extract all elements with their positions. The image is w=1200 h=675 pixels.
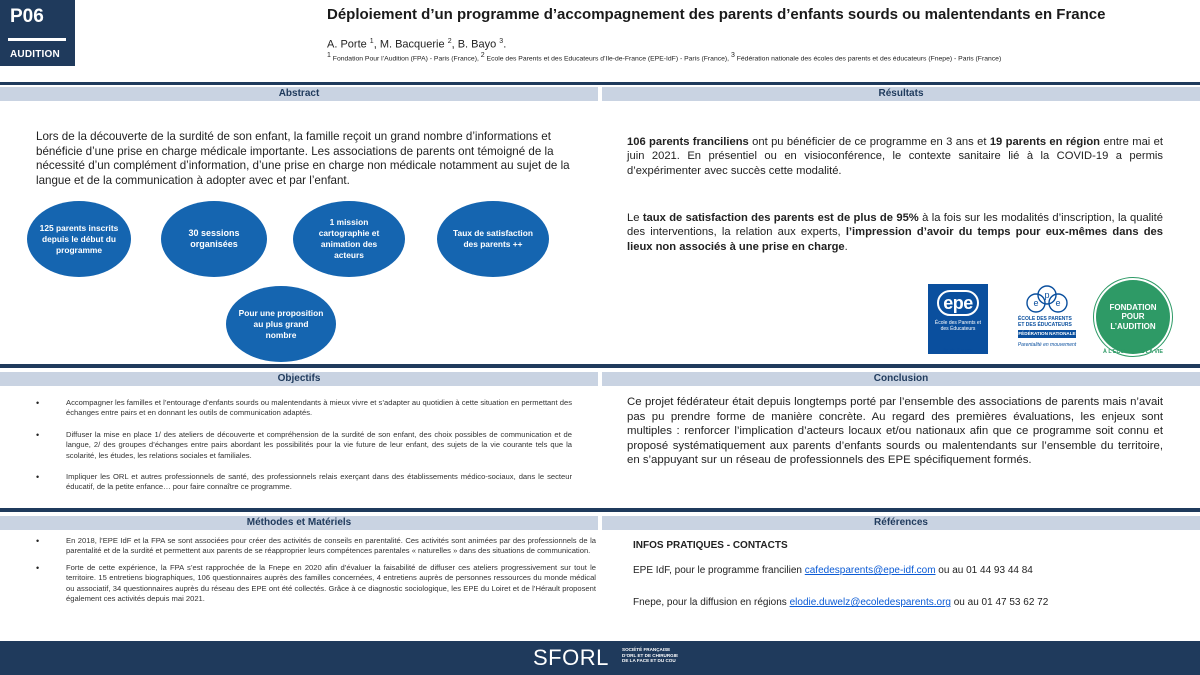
contact-epe-idf: EPE IdF, pour le programme francilien cafedesparents@epe-idf.com ou au 01 44 93 44 84 [633,565,1033,576]
fpa-tagline: À L’ÉCOUTE DE LA VIE [1102,349,1163,355]
list-item: • Accompagner les familles et l’entourage d’enfants sourds ou malentendants à mieux vivre et s’adapter au quotidien à cette situation en permettant des échanges entre pairs et en donnant les outils de communication adaptés. [36,398,572,418]
svg-text:e: e [1033,298,1039,308]
list-item: • Impliquer les ORL et autres professionnels de santé, des professionnels relais exerçant dans des établissements médico-sociaux, dans le secteur éducatif, de la petite enfance… pour faire connaître ce programme. [36,472,572,492]
poster-badge [0,0,75,66]
bubble-parents-inscrits: 125 parents inscrits depuis le début du programme [27,201,131,277]
section-separator [0,508,1200,512]
bubble-proposition: Pour une proposition au plus grand nombre [226,286,336,362]
svg-text:p: p [1044,290,1050,300]
poster-title: Déploiement d’un programme d’accompagnement des parents d’enfants sourds ou malentendants en France [327,6,1106,23]
references-heading: INFOS PRATIQUES - CONTACTS [633,540,788,551]
poster-category: AUDITION [10,49,60,60]
section-resultats-header: Résultats [602,87,1200,101]
bubble-satisfaction: Taux de satisfaction des parents ++ [437,201,549,277]
fnepe-email-link[interactable]: elodie.duwelz@ecoledesparents.org [789,597,951,608]
bubble-mission: 1 mission cartographie et animation des acteurs [293,201,405,277]
section-objectifs-header: Objectifs [0,372,598,386]
sforl-subtitle: SOCIÉTÉ FRANÇAISE D’ORL ET DE CHIRURGIE DE LA FACE ET DU COU [622,647,679,664]
section-conclusion-header: Conclusion [602,372,1200,386]
epe-idf-logo: epe École des Parents et des Éducateurs [928,284,988,354]
conclusion-text: Ce projet fédérateur était depuis longtemps porté par l’ensemble des associations de parents mais n’avait pas pu prendre forme de manière concrète. Au regard des premières évaluations, les enjeux sont multiples : renforcer l’implication d’acteurs locaux et/ou nationaux afin que ce programme soit connu et proposé systématiquement aux parents d’enfants sourds ou malentendants sur l’ensemble du territoire, en s’appuyant sur un réseau de professionnels des EPE spécifiquement formés. [627,396,1163,467]
section-methodes-header: Méthodes et Matériels [0,516,598,530]
bubble-sessions: 30 sessions organisées [161,201,267,277]
section-separator [0,364,1200,368]
list-item: • En 2018, l’EPE IdF et la FPA se sont associées pour créer des activités de conseils en parentalité. Ces activités sont animées par des professionnels de la parentalité et de la surdité et permettent aux parents de se réapproprier leurs compétences parentales « naturelles » dans des situations de communication. [36,536,596,556]
section-references-header: Références [602,516,1200,530]
epe-idf-email-link[interactable]: cafedesparents@epe-idf.com [804,565,936,576]
fnepe-logo: e p e ÉCOLE DES PARENTS ET DES ÉDUCATEURS FÉDÉRATION NATIONALE Parentalité en mouvement [1016,284,1078,354]
fnepe-circles-icon [1024,284,1070,314]
header-divider [0,82,1200,85]
poster-code: P06 [10,6,44,27]
svg-text:e: e [1055,298,1061,308]
list-item: • Forte de cette expérience, la FPA s’est rapprochée de la Fnepe en 2020 afin d’évaluer la faisabilité de diffuser ces ateliers progressivement sur tout le territoire. 15 entretiens biographiques, 106 questionnaires auprès des familles concernées, 4 entretiens auprès de personnes ressources du monde médical ou associatif, 34 questionnaires auprès du réseau des EPE ont été collectés. Grâce à ce diagnostic sociologique, les EPE du Loiret et de l’Hérault proposent également ces activités depuis mai 2021. [36,562,596,604]
affiliations: $^1$ Fondation Pour l’Audition (FPA) - Paris (France), $^2$ Ecole des Parents et des Educateurs d’Ile-de-France (EPE-IdF) - Paris (France), $^3$ Fédération nationale des écoles des parents et des éducateurs (Fnepe) - Paris (France) [327,52,1002,63]
resultats-paragraph-2: Le taux de satisfaction des parents est de plus de 95% à la fois sur les modalités d’inscription, la qualité des interventions, la relation aux experts, l’impression d’avoir du temps pour eux-mêmes dans des lieux non associés à une prise en charge. [627,212,1163,253]
section-abstract-header: Abstract [0,87,598,101]
authors: A. Porte $^1$, M. Bacquerie $^2$, B. Bayo $^3$. [327,38,507,51]
epe-idf-region: Ile-de-France [943,348,973,354]
methodes-list [36,536,596,615]
resultats-paragraph-1: 106 parents franciliens ont pu bénéficier de ce programme en 3 ans et 19 parents en région entre mai et juin 2021. En présentiel ou en visioconférence, le contexte sanitaire lié à la COVID-19 a permis d’expérimenter avec succès cette modalité. [627,136,1163,177]
list-item: • Diffuser la mise en place 1/ des ateliers de découverte et compréhension de la surdité de son enfant, des choix possibles de communication et de langue, 2/ des groupes d’échanges entre pairs abordant les possibilités pour la vie future de leur enfant, des sujets de la vie courante tels que la scolarité, les études, les relations sociales et familiales. [36,429,572,460]
badge-divider [8,38,66,41]
sforl-logo: SFORL [533,645,609,670]
contact-fnepe: Fnepe, pour la diffusion en régions elodie.duwelz@ecoledesparents.org ou au 01 47 53 62 72 [633,597,1049,608]
fpa-logo: FONDATION POUR L’AUDITION [1096,280,1170,354]
objectifs-list [36,398,572,504]
abstract-text: Lors de la découverte de la surdité de son enfant, la famille reçoit un grand nombre d’informations et bénéficie d’une prise en charge médicale importante. Les associations de parents ont témoigné de la nécessité d’un complément d’information, d’une prise en charge non médicale notamment au sujet de la langue et de la communication à adopter avec et par l’enfant. [36,130,570,187]
